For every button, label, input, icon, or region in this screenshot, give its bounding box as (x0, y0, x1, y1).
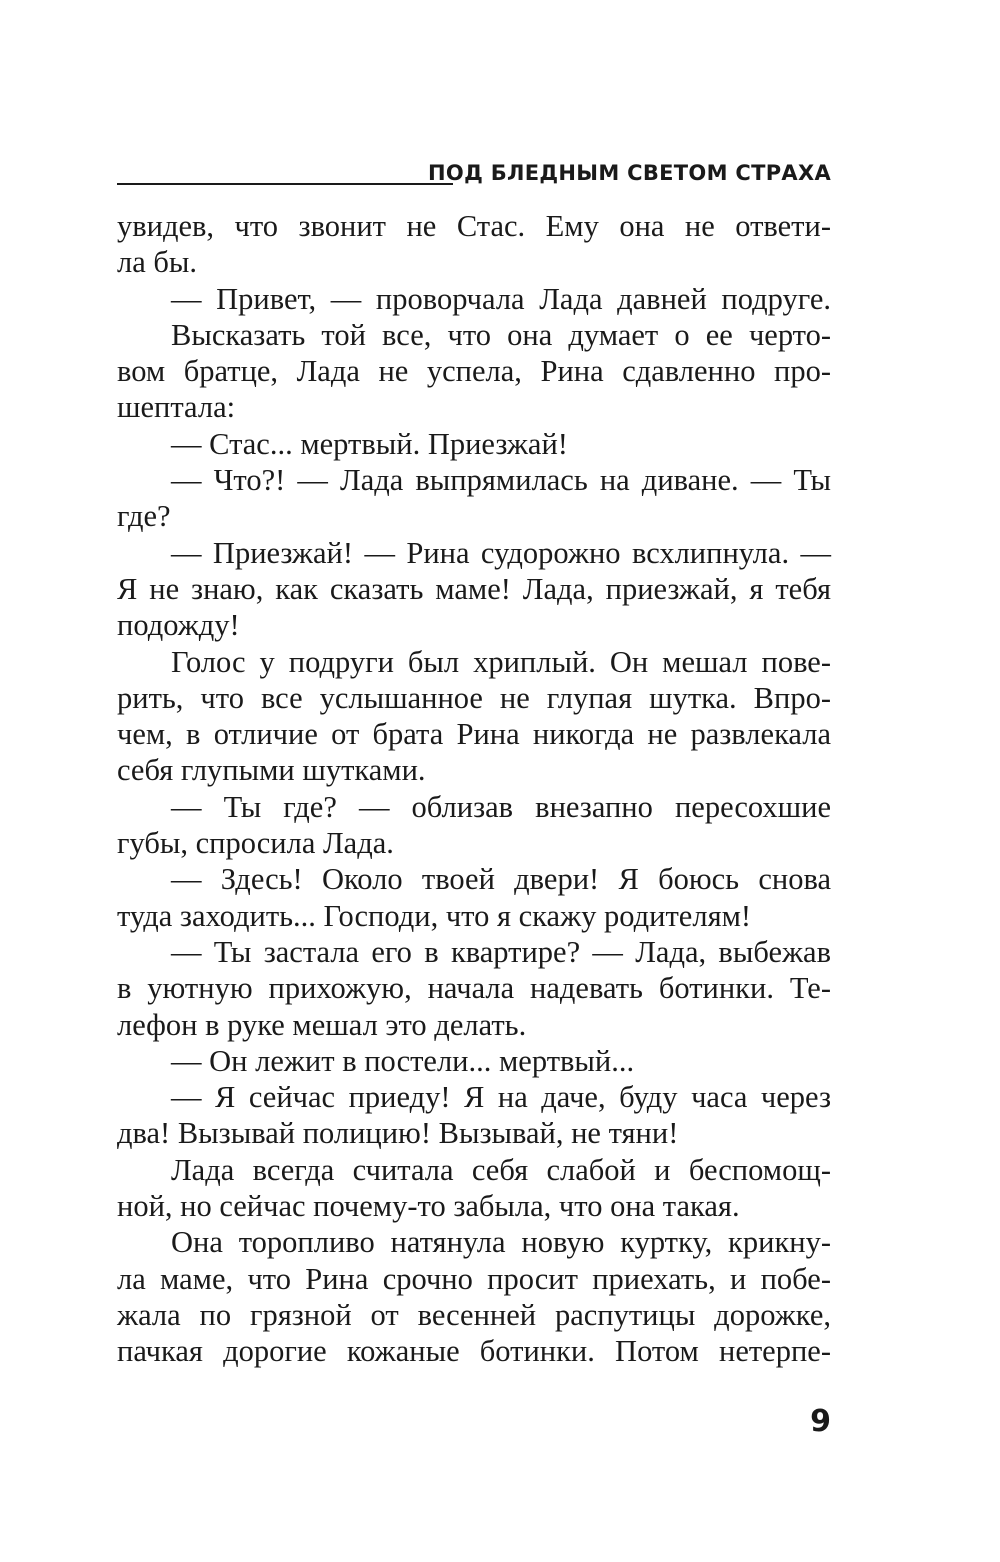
text-line: — Здесь! Около твоей двери! Я боюсь снова (171, 862, 831, 897)
running-header (117, 158, 831, 188)
running-header-title: ПОД БЛЕДНЫМ СВЕТОМ СТРАХА (428, 161, 831, 185)
text-line: Голос у подруги был хриплый. Он мешал пове- (171, 644, 831, 679)
text-line: — Я сейчас приеду! Я на даче, буду часа через (171, 1080, 831, 1115)
text-line: ла бы. (117, 245, 198, 280)
header-rule (117, 183, 453, 185)
text-line: Я не знаю, как сказать маме! Лада, приезжай, я тебя (117, 571, 831, 606)
text-line: в уютную прихожую, начала надевать ботинки. Те- (117, 971, 831, 1006)
page-number: 9 (810, 1404, 831, 1439)
text-line: жала по грязной от весенней распутицы дорожке, (117, 1297, 831, 1332)
text-line: Высказать той все, что она думает о ее черто- (171, 317, 831, 352)
text-line: — Привет, — проворчала Лада давней подруге. (171, 281, 831, 316)
text-line: туда заходить... Господи, что я скажу родителям! (117, 898, 752, 933)
text-line: ла маме, что Рина срочно просит приехать, и побе- (117, 1261, 831, 1296)
text-line: подожду! (117, 608, 240, 643)
text-line: — Что?! — Лада выпрямилась на диване. — Ты (171, 463, 831, 498)
text-line: Она торопливо натянула новую куртку, крикну- (171, 1225, 831, 1260)
text-line: увидев, что звонит не Стас. Ему она не ответи- (117, 209, 831, 243)
text-line: — Приезжай! — Рина судорожно всхлипнула. — (171, 535, 831, 570)
text-line: где? (117, 499, 171, 534)
text-line: чем, в отличие от брата Рина никогда не развлекала (117, 717, 831, 752)
text-line: рить, что все услышанное не глупая шутка. Впро- (117, 680, 831, 715)
text-line: вом братце, Лада не успела, Рина сдавленно про- (117, 354, 831, 389)
text-line: — Ты застала его в квартире? — Лада, выбежав (171, 934, 831, 969)
text-line: два! Вызывай полицию! Вызывай, не тяни! (117, 1116, 679, 1151)
text-line: — Он лежит в постели... мертвый... (171, 1043, 635, 1078)
text-line: губы, спросила Лада. (117, 826, 394, 861)
body-text (117, 208, 831, 1370)
text-line: ной, но сейчас почему-то забыла, что она такая. (117, 1189, 740, 1224)
text-line: Лада всегда считала себя слабой и беспомощ- (171, 1152, 831, 1187)
text-line: — Ты где? — облизав внезапно пересохшие (171, 789, 831, 824)
text-line: пачкая дорогие кожаные ботинки. Потом нетерпе- (117, 1334, 831, 1369)
text-line: себя глупыми шутками. (117, 753, 426, 788)
text-line: лефон в руке мешал это делать. (117, 1007, 527, 1042)
text-line: шептала: (117, 390, 236, 425)
text-line: — Стас... мертвый. Приезжай! (171, 426, 568, 461)
